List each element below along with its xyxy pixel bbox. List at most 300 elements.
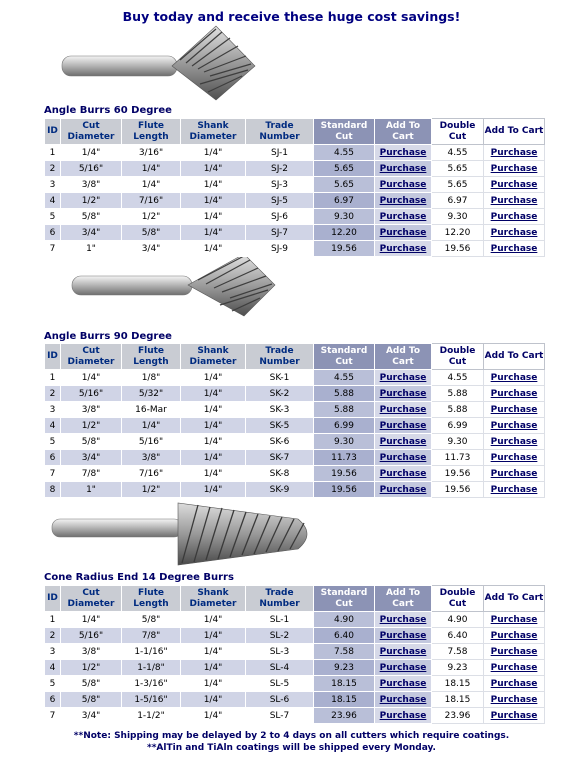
col-add-to-cart-header: Add To Cart	[484, 119, 545, 145]
double-cut-purchase-link[interactable]: Purchase	[490, 420, 538, 431]
double-cut-cell	[484, 628, 545, 644]
double-cut-cell	[484, 386, 545, 402]
cut-diameter: 1/4"	[61, 370, 122, 386]
trade-number: SL-3	[246, 644, 314, 660]
row-id: 5	[45, 676, 61, 692]
col-flute-length-header: Flute Length	[122, 586, 181, 612]
table-row	[45, 708, 545, 724]
flute-length: 7/8"	[122, 628, 181, 644]
standard-cut-price: 6.40	[314, 628, 375, 644]
col-trade-number-header: Trade Number	[246, 344, 314, 370]
standard-cut-cell	[375, 628, 432, 644]
table-row	[45, 225, 545, 241]
shank-diameter: 1/4"	[181, 402, 246, 418]
row-id: 6	[45, 692, 61, 708]
double-cut-purchase-link[interactable]: Purchase	[490, 147, 538, 158]
row-id: 2	[45, 628, 61, 644]
standard-cut-purchase-link[interactable]: Purchase	[379, 372, 427, 383]
row-id: 7	[45, 241, 61, 257]
flute-length: 1-1/16"	[122, 644, 181, 660]
standard-cut-purchase-link[interactable]: Purchase	[379, 420, 427, 431]
double-cut-cell	[484, 193, 545, 209]
standard-cut-purchase-link[interactable]: Purchase	[379, 211, 427, 222]
flute-length: 1/4"	[122, 418, 181, 434]
trade-number: SL-7	[246, 708, 314, 724]
standard-cut-purchase-link[interactable]: Purchase	[379, 710, 427, 721]
cut-diameter: 5/8"	[61, 692, 122, 708]
cone-radius-burr-image	[50, 497, 320, 572]
standard-cut-price: 6.97	[314, 193, 375, 209]
trade-number: SK-2	[246, 386, 314, 402]
double-cut-purchase-link[interactable]: Purchase	[490, 436, 538, 447]
standard-cut-purchase-link[interactable]: Purchase	[379, 404, 427, 415]
double-cut-price: 7.58	[432, 644, 484, 660]
standard-cut-cell	[375, 660, 432, 676]
cut-diameter: 3/8"	[61, 402, 122, 418]
double-cut-cell	[484, 402, 545, 418]
table-row	[45, 612, 545, 628]
col-cut-diameter-header: Cut Diameter	[61, 344, 122, 370]
double-cut-price: 5.88	[432, 386, 484, 402]
flute-length: 1/4"	[122, 177, 181, 193]
double-cut-price: 9.30	[432, 209, 484, 225]
standard-cut-cell	[375, 434, 432, 450]
table-row	[45, 482, 545, 498]
col-double-cut-header: Double Cut	[432, 344, 484, 370]
standard-cut-purchase-link[interactable]: Purchase	[379, 678, 427, 689]
row-id: 2	[45, 161, 61, 177]
col-trade-number-header: Trade Number	[246, 119, 314, 145]
double-cut-cell	[484, 241, 545, 257]
row-id: 4	[45, 418, 61, 434]
standard-cut-price: 12.20	[314, 225, 375, 241]
double-cut-cell	[484, 482, 545, 498]
row-id: 1	[45, 370, 61, 386]
standard-cut-purchase-link[interactable]: Purchase	[379, 630, 427, 641]
row-id: 1	[45, 612, 61, 628]
standard-cut-cell	[375, 193, 432, 209]
row-id: 1	[45, 145, 61, 161]
col-add-to-cart-header: Add To Cart	[375, 344, 432, 370]
standard-cut-price: 4.55	[314, 370, 375, 386]
cut-diameter: 5/16"	[61, 628, 122, 644]
flute-length: 3/16"	[122, 145, 181, 161]
col-flute-length-header: Flute Length	[122, 119, 181, 145]
double-cut-purchase-link[interactable]: Purchase	[490, 452, 538, 463]
shank-diameter: 1/4"	[181, 450, 246, 466]
row-id: 5	[45, 434, 61, 450]
table-row	[45, 692, 545, 708]
double-cut-purchase-link[interactable]: Purchase	[490, 614, 538, 625]
standard-cut-price: 19.56	[314, 466, 375, 482]
standard-cut-cell	[375, 612, 432, 628]
cut-diameter: 1/4"	[61, 612, 122, 628]
standard-cut-purchase-link[interactable]: Purchase	[379, 694, 427, 705]
shipping-note: **Note: Shipping may be delayed by 2 to 4 days on all cutters which require coatings.	[73, 731, 510, 741]
double-cut-price: 19.56	[432, 482, 484, 498]
standard-cut-purchase-link[interactable]: Purchase	[379, 195, 427, 206]
flute-length: 3/4"	[122, 241, 181, 257]
flute-length: 16-Mar	[122, 402, 181, 418]
shank-diameter: 1/4"	[181, 482, 246, 498]
standard-cut-purchase-link[interactable]: Purchase	[379, 147, 427, 158]
cut-diameter: 3/8"	[61, 644, 122, 660]
standard-cut-cell	[375, 450, 432, 466]
trade-number: SK-8	[246, 466, 314, 482]
table-row	[45, 161, 545, 177]
trade-number: SL-2	[246, 628, 314, 644]
col-shank-diameter-header: Shank Diameter	[181, 586, 246, 612]
shank-diameter: 1/4"	[181, 370, 246, 386]
shank-diameter: 1/4"	[181, 145, 246, 161]
table-row	[45, 660, 545, 676]
standard-cut-cell	[375, 209, 432, 225]
double-cut-cell	[484, 612, 545, 628]
standard-cut-cell	[375, 161, 432, 177]
table-row	[45, 402, 545, 418]
flute-length: 7/16"	[122, 466, 181, 482]
cut-diameter: 1"	[61, 241, 122, 257]
coating-note: **AlTin and TiAln coatings will be shipped every Monday.	[147, 743, 436, 753]
flute-length: 5/8"	[122, 612, 181, 628]
flute-length: 1-5/16"	[122, 692, 181, 708]
standard-cut-price: 11.73	[314, 450, 375, 466]
standard-cut-purchase-link[interactable]: Purchase	[379, 179, 427, 190]
double-cut-purchase-link[interactable]: Purchase	[490, 179, 538, 190]
trade-number: SJ-5	[246, 193, 314, 209]
cone-radius-burrs-table	[44, 585, 545, 724]
standard-cut-purchase-link[interactable]: Purchase	[379, 646, 427, 657]
trade-number: SJ-9	[246, 241, 314, 257]
col-double-cut-header: Double Cut	[432, 119, 484, 145]
standard-cut-purchase-link[interactable]: Purchase	[379, 662, 427, 673]
flute-length: 7/16"	[122, 193, 181, 209]
trade-number: SK-3	[246, 402, 314, 418]
col-standard-cut-header: Standard Cut	[314, 344, 375, 370]
col-add-to-cart-header: Add To Cart	[375, 119, 432, 145]
row-id: 8	[45, 482, 61, 498]
col-trade-number-header: Trade Number	[246, 586, 314, 612]
cut-diameter: 1/2"	[61, 418, 122, 434]
table-row	[45, 209, 545, 225]
cut-diameter: 5/16"	[61, 386, 122, 402]
flute-length: 1-1/8"	[122, 660, 181, 676]
standard-cut-cell	[375, 145, 432, 161]
trade-number: SL-6	[246, 692, 314, 708]
double-cut-cell	[484, 660, 545, 676]
table-row	[45, 386, 545, 402]
col-id-header: ID	[45, 586, 61, 612]
standard-cut-price: 4.90	[314, 612, 375, 628]
table-row	[45, 644, 545, 660]
row-id: 6	[45, 450, 61, 466]
standard-cut-cell	[375, 676, 432, 692]
shank-diameter: 1/4"	[181, 708, 246, 724]
double-cut-purchase-link[interactable]: Purchase	[490, 211, 538, 222]
shank-diameter: 1/4"	[181, 644, 246, 660]
trade-number: SL-4	[246, 660, 314, 676]
standard-cut-price: 4.55	[314, 145, 375, 161]
trade-number: SL-5	[246, 676, 314, 692]
double-cut-cell	[484, 692, 545, 708]
shank-diameter: 1/4"	[181, 612, 246, 628]
standard-cut-purchase-link[interactable]: Purchase	[379, 227, 427, 238]
table-row	[45, 434, 545, 450]
col-shank-diameter-header: Shank Diameter	[181, 344, 246, 370]
shank-diameter: 1/4"	[181, 177, 246, 193]
double-cut-purchase-link[interactable]: Purchase	[490, 484, 538, 495]
row-id: 2	[45, 386, 61, 402]
standard-cut-purchase-link[interactable]: Purchase	[379, 163, 427, 174]
standard-cut-price: 19.56	[314, 482, 375, 498]
table-row	[45, 450, 545, 466]
cut-diameter: 3/4"	[61, 450, 122, 466]
row-id: 4	[45, 660, 61, 676]
standard-cut-price: 9.30	[314, 209, 375, 225]
standard-cut-cell	[375, 482, 432, 498]
shank-diameter: 1/4"	[181, 692, 246, 708]
row-id: 6	[45, 225, 61, 241]
row-id: 3	[45, 644, 61, 660]
double-cut-purchase-link[interactable]: Purchase	[490, 227, 538, 238]
double-cut-purchase-link[interactable]: Purchase	[490, 195, 538, 206]
table-header-row	[45, 344, 545, 370]
double-cut-price: 4.90	[432, 612, 484, 628]
double-cut-price: 12.20	[432, 225, 484, 241]
col-id-header: ID	[45, 119, 61, 145]
trade-number: SK-7	[246, 450, 314, 466]
row-id: 7	[45, 708, 61, 724]
standard-cut-price: 23.96	[314, 708, 375, 724]
double-cut-price: 5.65	[432, 177, 484, 193]
standard-cut-cell	[375, 708, 432, 724]
table-row	[45, 628, 545, 644]
col-add-to-cart-header: Add To Cart	[375, 586, 432, 612]
cut-diameter: 5/8"	[61, 209, 122, 225]
shank-diameter: 1/4"	[181, 225, 246, 241]
standard-cut-cell	[375, 466, 432, 482]
double-cut-cell	[484, 676, 545, 692]
double-cut-purchase-link[interactable]: Purchase	[490, 243, 538, 254]
standard-cut-purchase-link[interactable]: Purchase	[379, 484, 427, 495]
cut-diameter: 3/8"	[61, 177, 122, 193]
double-cut-cell	[484, 466, 545, 482]
page-headline: Buy today and receive these huge cost savings!	[122, 9, 461, 24]
col-id-header: ID	[45, 344, 61, 370]
trade-number: SK-5	[246, 418, 314, 434]
cut-diameter: 5/8"	[61, 676, 122, 692]
standard-cut-price: 19.56	[314, 241, 375, 257]
standard-cut-purchase-link[interactable]: Purchase	[379, 243, 427, 254]
trade-number: SJ-1	[246, 145, 314, 161]
double-cut-purchase-link[interactable]: Purchase	[490, 388, 538, 399]
standard-cut-cell	[375, 370, 432, 386]
table-row	[45, 676, 545, 692]
double-cut-price: 18.15	[432, 676, 484, 692]
double-cut-purchase-link[interactable]: Purchase	[490, 404, 538, 415]
angle-burr-60-image	[60, 24, 260, 102]
shank-diameter: 1/4"	[181, 676, 246, 692]
standard-cut-price: 7.58	[314, 644, 375, 660]
double-cut-cell	[484, 177, 545, 193]
double-cut-price: 23.96	[432, 708, 484, 724]
flute-length: 5/8"	[122, 225, 181, 241]
double-cut-price: 5.88	[432, 402, 484, 418]
double-cut-purchase-link[interactable]: Purchase	[490, 163, 538, 174]
standard-cut-price: 5.65	[314, 161, 375, 177]
double-cut-cell	[484, 644, 545, 660]
double-cut-purchase-link[interactable]: Purchase	[490, 646, 538, 657]
standard-cut-price: 9.23	[314, 660, 375, 676]
double-cut-purchase-link[interactable]: Purchase	[490, 710, 538, 721]
flute-length: 3/8"	[122, 450, 181, 466]
row-id: 7	[45, 466, 61, 482]
angle-burrs-60-table	[44, 118, 545, 257]
standard-cut-price: 5.88	[314, 402, 375, 418]
double-cut-price: 5.65	[432, 161, 484, 177]
col-cut-diameter-header: Cut Diameter	[61, 586, 122, 612]
shank-diameter: 1/4"	[181, 161, 246, 177]
double-cut-cell	[484, 370, 545, 386]
col-standard-cut-header: Standard Cut	[314, 119, 375, 145]
standard-cut-purchase-link[interactable]: Purchase	[379, 468, 427, 479]
standard-cut-purchase-link[interactable]: Purchase	[379, 436, 427, 447]
double-cut-price: 4.55	[432, 145, 484, 161]
standard-cut-price: 6.99	[314, 418, 375, 434]
double-cut-price: 11.73	[432, 450, 484, 466]
row-id: 3	[45, 177, 61, 193]
double-cut-price: 4.55	[432, 370, 484, 386]
shank-diameter: 1/4"	[181, 386, 246, 402]
double-cut-price: 6.40	[432, 628, 484, 644]
double-cut-cell	[484, 450, 545, 466]
section-title: Angle Burrs 60 Degree	[44, 105, 172, 116]
standard-cut-purchase-link[interactable]: Purchase	[379, 388, 427, 399]
section-title: Cone Radius End 14 Degree Burrs	[44, 572, 234, 583]
trade-number: SJ-3	[246, 177, 314, 193]
row-id: 5	[45, 209, 61, 225]
cut-diameter: 3/4"	[61, 225, 122, 241]
standard-cut-price: 9.30	[314, 434, 375, 450]
double-cut-purchase-link[interactable]: Purchase	[490, 372, 538, 383]
trade-number: SK-9	[246, 482, 314, 498]
trade-number: SJ-7	[246, 225, 314, 241]
double-cut-purchase-link[interactable]: Purchase	[490, 662, 538, 673]
cut-diameter: 3/4"	[61, 708, 122, 724]
cut-diameter: 1/2"	[61, 660, 122, 676]
shank-diameter: 1/4"	[181, 434, 246, 450]
shank-diameter: 1/4"	[181, 209, 246, 225]
double-cut-price: 19.56	[432, 241, 484, 257]
col-flute-length-header: Flute Length	[122, 344, 181, 370]
double-cut-purchase-link[interactable]: Purchase	[490, 468, 538, 479]
double-cut-purchase-link[interactable]: Purchase	[490, 694, 538, 705]
cut-diameter: 5/8"	[61, 434, 122, 450]
double-cut-price: 9.23	[432, 660, 484, 676]
standard-cut-purchase-link[interactable]: Purchase	[379, 452, 427, 463]
table-row	[45, 466, 545, 482]
standard-cut-cell	[375, 402, 432, 418]
double-cut-cell	[484, 209, 545, 225]
double-cut-cell	[484, 225, 545, 241]
flute-length: 1-3/16"	[122, 676, 181, 692]
col-add-to-cart-header: Add To Cart	[484, 586, 545, 612]
table-row	[45, 145, 545, 161]
standard-cut-price: 18.15	[314, 692, 375, 708]
trade-number: SJ-6	[246, 209, 314, 225]
trade-number: SK-6	[246, 434, 314, 450]
double-cut-price: 6.99	[432, 418, 484, 434]
cut-diameter: 5/16"	[61, 161, 122, 177]
row-id: 4	[45, 193, 61, 209]
standard-cut-price: 5.65	[314, 177, 375, 193]
standard-cut-cell	[375, 177, 432, 193]
flute-length: 1-1/2"	[122, 708, 181, 724]
double-cut-purchase-link[interactable]: Purchase	[490, 630, 538, 641]
flute-length: 5/16"	[122, 434, 181, 450]
standard-cut-cell	[375, 692, 432, 708]
double-cut-price: 9.30	[432, 434, 484, 450]
angle-burr-90-image	[70, 250, 278, 318]
flute-length: 1/2"	[122, 209, 181, 225]
table-header-row	[45, 586, 545, 612]
flute-length: 1/2"	[122, 482, 181, 498]
cut-diameter: 1/4"	[61, 145, 122, 161]
section-title: Angle Burrs 90 Degree	[44, 331, 172, 342]
col-cut-diameter-header: Cut Diameter	[61, 119, 122, 145]
double-cut-price: 6.97	[432, 193, 484, 209]
double-cut-purchase-link[interactable]: Purchase	[490, 678, 538, 689]
table-row	[45, 370, 545, 386]
angle-burrs-90-table	[44, 343, 545, 498]
double-cut-price: 18.15	[432, 692, 484, 708]
shank-diameter: 1/4"	[181, 660, 246, 676]
cut-diameter: 1/2"	[61, 193, 122, 209]
col-standard-cut-header: Standard Cut	[314, 586, 375, 612]
cut-diameter: 1"	[61, 482, 122, 498]
table-row	[45, 418, 545, 434]
col-shank-diameter-header: Shank Diameter	[181, 119, 246, 145]
trade-number: SJ-2	[246, 161, 314, 177]
table-header-row	[45, 119, 545, 145]
standard-cut-cell	[375, 241, 432, 257]
flute-length: 5/32"	[122, 386, 181, 402]
table-row	[45, 241, 545, 257]
table-row	[45, 177, 545, 193]
double-cut-cell	[484, 418, 545, 434]
standard-cut-price: 18.15	[314, 676, 375, 692]
double-cut-cell	[484, 145, 545, 161]
standard-cut-price: 5.88	[314, 386, 375, 402]
trade-number: SL-1	[246, 612, 314, 628]
shank-diameter: 1/4"	[181, 418, 246, 434]
standard-cut-cell	[375, 225, 432, 241]
standard-cut-purchase-link[interactable]: Purchase	[379, 614, 427, 625]
shank-diameter: 1/4"	[181, 241, 246, 257]
table-row	[45, 193, 545, 209]
col-add-to-cart-header: Add To Cart	[484, 344, 545, 370]
standard-cut-cell	[375, 418, 432, 434]
double-cut-cell	[484, 161, 545, 177]
col-double-cut-header: Double Cut	[432, 586, 484, 612]
cut-diameter: 7/8"	[61, 466, 122, 482]
row-id: 3	[45, 402, 61, 418]
double-cut-cell	[484, 708, 545, 724]
standard-cut-cell	[375, 386, 432, 402]
double-cut-price: 19.56	[432, 466, 484, 482]
shank-diameter: 1/4"	[181, 193, 246, 209]
shank-diameter: 1/4"	[181, 466, 246, 482]
